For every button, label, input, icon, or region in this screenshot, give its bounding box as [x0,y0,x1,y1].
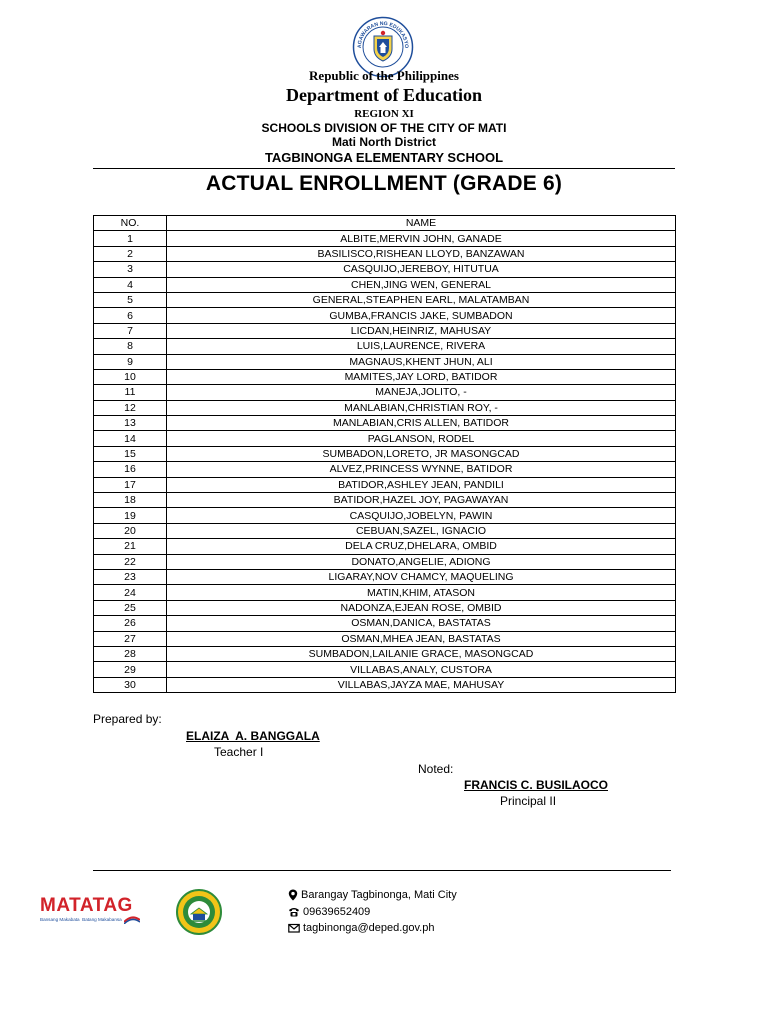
row-number: 15 [94,446,167,461]
student-name: NADONZA,EJEAN ROSE, OMBID [167,600,676,615]
table-header-row [94,216,676,231]
table-row [94,646,676,661]
table-row [94,523,676,538]
envelope-icon [288,923,300,933]
table-row [94,277,676,292]
table-row [94,369,676,384]
student-name: BASILISCO,RISHEAN LLOYD, BANZAWAN [167,246,676,261]
table-row [94,354,676,369]
region-heading: REGION XI [354,108,414,120]
svg-text:KAGAWARAN NG EDUKASYON: AGAWARAN NG EDUKASYO [356,20,410,49]
table-row [94,662,676,677]
header-divider [93,168,675,169]
row-number: 23 [94,569,167,584]
row-number: 9 [94,354,167,369]
student-name: MAMITES,JAY LORD, BATIDOR [167,369,676,384]
matatag-wordmark: MATATAG [40,895,133,916]
row-number: 17 [94,477,167,492]
enrollment-table [93,215,676,693]
table-row [94,385,676,400]
noted-by-position: Principal II [500,794,557,808]
noted-by-label: Noted: [418,762,454,776]
row-number: 27 [94,631,167,646]
prepared-by-label: Prepared by: [93,712,162,726]
document-title: ACTUAL ENROLLMENT (GRADE 6) [205,172,563,195]
row-number: 10 [94,369,167,384]
table-row [94,292,676,307]
row-number: 6 [94,308,167,323]
row-number: 28 [94,646,167,661]
table-row [94,539,676,554]
row-number: 3 [94,262,167,277]
student-name: MANLABIAN,CHRISTIAN ROY, - [167,400,676,415]
enrollment-table-body [94,231,676,693]
table-row [94,446,676,461]
table-row [94,677,676,692]
address-text: Barangay Tagbinonga, Mati City [301,889,457,901]
row-number: 16 [94,462,167,477]
student-name: PAGLANSON, RODEL [167,431,676,446]
republic-heading: Republic of the Philippines [309,68,459,83]
student-name: DONATO,ANGELIE, ADIONG [167,554,676,569]
student-name: MANEJA,JOLITO, - [167,385,676,400]
student-name: CASQUIJO,JEREBOY, HITUTUA [167,262,676,277]
table-row [94,339,676,354]
row-number: 4 [94,277,167,292]
student-name: ALBITE,MERVIN JOHN, GANADE [167,231,676,246]
student-name: SUMBADON,LAILANIE GRACE, MASONGCAD [167,646,676,661]
row-number: 24 [94,585,167,600]
matatag-tagline: Bansang Makabata Batang Makabansa [40,917,122,922]
row-number: 19 [94,508,167,523]
student-name: MANLABIAN,CRIS ALLEN, BATIDOR [167,416,676,431]
row-number: 8 [94,339,167,354]
row-number: 14 [94,431,167,446]
table-row [94,631,676,646]
student-name: CEBUAN,SAZEL, IGNACIO [167,523,676,538]
student-name: CASQUIJO,JOBELYN, PAWIN [167,508,676,523]
row-number: 29 [94,662,167,677]
table-row [94,600,676,615]
division-heading: SCHOOLS DIVISION OF THE CITY OF MATI [261,121,507,135]
footer-divider [93,870,671,871]
table-row [94,431,676,446]
phone-text: 09639652409 [303,906,371,918]
student-name: GUMBA,FRANCIS JAKE, SUMBADON [167,308,676,323]
row-number: 11 [94,385,167,400]
column-header-no: NO. [94,216,167,231]
table-row [94,400,676,415]
student-name: VILLABAS,JAYZA MAE, MAHUSAY [167,677,676,692]
student-name: CHEN,JING WEN, GENERAL [167,277,676,292]
student-name: BATIDOR,HAZEL JOY, PAGAWAYAN [167,493,676,508]
matatag-logo [40,896,145,930]
student-name: VILLABAS,ANALY, CUSTORA [167,662,676,677]
table-row [94,323,676,338]
student-name: OSMAN,MHEA JEAN, BASTATAS [167,631,676,646]
row-number: 2 [94,246,167,261]
department-heading: Department of Education [286,85,482,105]
student-name: ALVEZ,PRINCESS WYNNE, BATIDOR [167,462,676,477]
address-line [288,889,457,901]
row-number: 22 [94,554,167,569]
row-number: 21 [94,539,167,554]
location-pin-icon [288,889,298,901]
row-number: 13 [94,416,167,431]
email-line [288,922,434,934]
table-row [94,508,676,523]
district-heading: Mati North District [331,135,436,149]
row-number: 20 [94,523,167,538]
student-name: OSMAN,DANICA, BASTATAS [167,616,676,631]
noted-by-name: FRANCIS C. BUSILAOCO [464,778,608,792]
table-row [94,231,676,246]
row-number: 30 [94,677,167,692]
student-name: LIGARAY,NOV CHAMCY, MAQUELING [167,569,676,584]
row-number: 25 [94,600,167,615]
table-row [94,569,676,584]
student-name: LICDAN,HEINRIZ, MAHUSAY [167,323,676,338]
matatag-ribbon-icon [124,916,140,924]
school-heading: TAGBINONGA ELEMENTARY SCHOOL [264,150,504,165]
student-name: LUIS,LAURENCE, RIVERA [167,339,676,354]
row-number: 26 [94,616,167,631]
table-row [94,246,676,261]
telephone-icon [288,907,300,917]
table-row [94,616,676,631]
prepared-by-position: Teacher I [214,745,264,759]
table-row [94,554,676,569]
column-header-name: NAME [167,216,676,231]
table-row [94,416,676,431]
table-row [94,308,676,323]
table-row [94,585,676,600]
row-number: 18 [94,493,167,508]
table-row [94,493,676,508]
student-name: DELA CRUZ,DHELARA, OMBID [167,539,676,554]
student-name: MATIN,KHIM, ATASON [167,585,676,600]
phone-line [288,906,370,918]
student-name: SUMBADON,LORETO, JR MASONGCAD [167,446,676,461]
student-name: GENERAL,STEAPHEN EARL, MALATAMBAN [167,292,676,307]
table-row [94,477,676,492]
school-seal-logo [176,889,222,935]
row-number: 5 [94,292,167,307]
table-row [94,462,676,477]
email-text: tagbinonga@deped.gov.ph [303,922,435,934]
student-name: BATIDOR,ASHLEY JEAN, PANDILI [167,477,676,492]
table-row [94,262,676,277]
prepared-by-name: ELAIZA A. BANGGALA [186,729,320,743]
row-number: 12 [94,400,167,415]
student-name: MAGNAUS,KHENT JHUN, ALI [167,354,676,369]
row-number: 1 [94,231,167,246]
row-number: 7 [94,323,167,338]
